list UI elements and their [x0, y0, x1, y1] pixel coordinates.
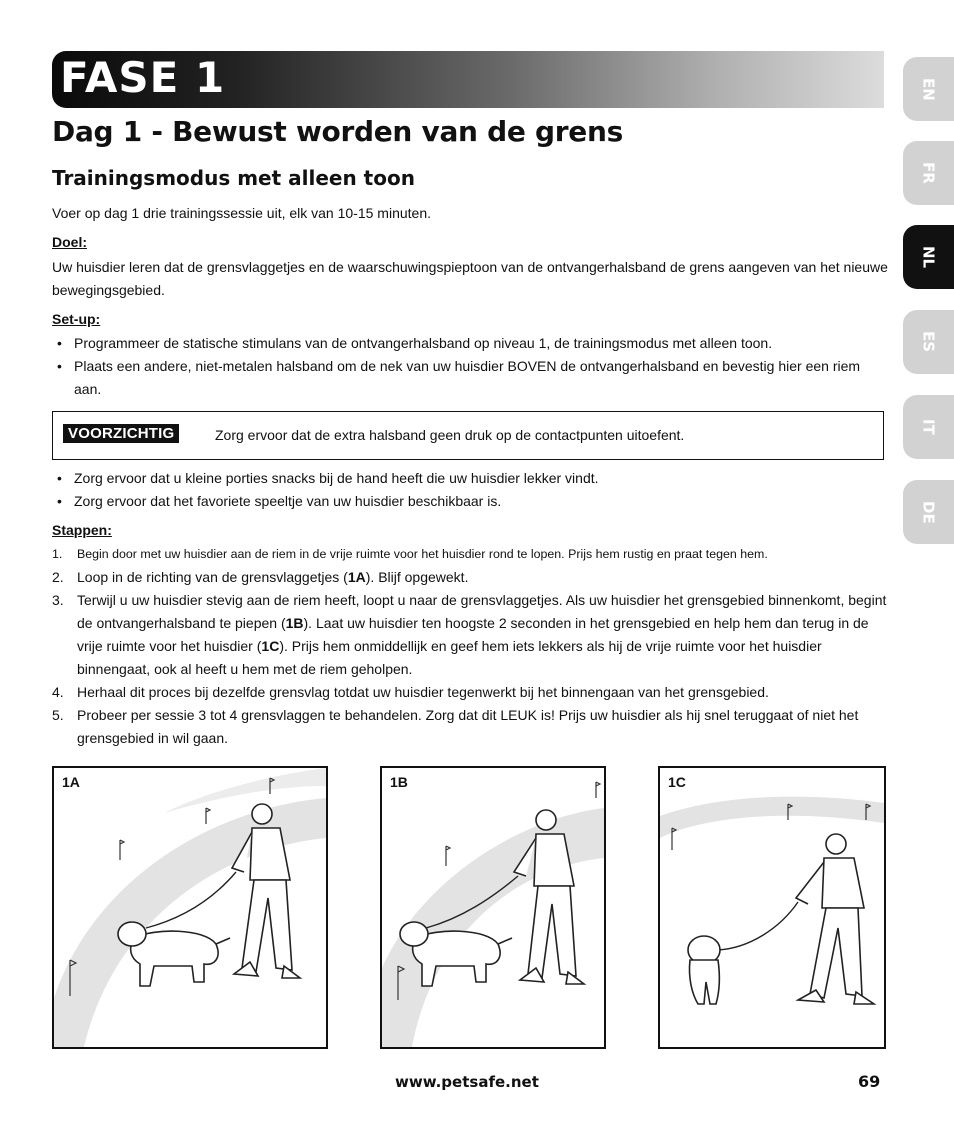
lang-tab-nl[interactable] [903, 225, 954, 289]
lang-tab-fr[interactable] [903, 141, 954, 205]
figure-ref: 1B [285, 615, 304, 631]
figure-1a [52, 766, 328, 1049]
section-subheading: Trainingsmodus met alleen toon [52, 166, 415, 190]
intro-text: Voer op dag 1 drie trainingssessie uit, elk van 10-15 minuten. [52, 205, 432, 221]
step-text: ). Prijs hem onmiddellijk en geef hem iets lekkers als hij de vrije ruimte voor het huisdier binnengaat, ook al heeft u hem met de riem geholpen. [77, 638, 822, 677]
training-illustration [660, 768, 884, 1047]
list-item: • Plaats een andere, niet-metalen halsband om de nek van uw huisdier BOVEN de ontvangerhalsband en bevestig hier een riem aan. [52, 355, 888, 401]
leash-icon [718, 902, 798, 950]
step-item [52, 681, 888, 704]
setup-list [52, 332, 888, 401]
goal-text: Uw huisdier leren dat de grensvlaggetjes en de waarschuwingspieptoon van de ontvangerhalsband de grens aangeven van het nieuwe bewegingsgebied. [52, 259, 888, 298]
page-number: 69 [858, 1072, 881, 1091]
goal-label: Doel: [52, 234, 87, 250]
figure-label: 1A [62, 774, 80, 790]
steps-label: Stappen: [52, 522, 112, 538]
figure-1c [658, 766, 886, 1049]
step-text: Probeer per sessie 3 tot 4 grensvlaggen te behandelen. Zorg dat dit LEUK is! Prijs uw huisdier als hij snel teruggaat of niet het grensgebied in wil gaan. [77, 707, 859, 746]
lang-tab-label: IT [919, 419, 938, 435]
step-text: Begin door met uw huisdier aan de riem in de vrije ruimte voor het huisdier rond te lopen. Prijs hem rustig en praat tegen hem. [77, 547, 768, 561]
person-icon [796, 834, 874, 1004]
step-item [52, 543, 888, 566]
step-number: 1. [52, 547, 63, 561]
step-item [52, 566, 888, 589]
step-item [52, 589, 888, 681]
figure-1b [380, 766, 606, 1049]
step-text: ). Laat uw huisdier ten hoogste 2 seconden in het grensgebied en help hem dan terug in de vrije ruimte voor het huisdier ( [77, 615, 869, 654]
lang-tab-label: DE [919, 500, 938, 524]
caution-badge: VOORZICHTIG [63, 424, 179, 443]
steps-list [52, 543, 888, 750]
list-item: • Programmeer de statische stimulans van de ontvangerhalsband op niveau 1, de trainingsmodus met alleen toon. [52, 332, 888, 355]
step-text: Herhaal dit proces bij dezelfde grensvlag totdat uw huisdier tegenwerkt bij het binnengaan van het grensgebied. [77, 684, 769, 700]
setup-label: Set-up: [52, 311, 101, 327]
lang-tab-label: FR [919, 162, 938, 184]
lang-tab-label: ES [919, 331, 938, 353]
lang-tab-de[interactable] [903, 480, 954, 544]
footer-url[interactable]: www.petsafe.net [395, 1073, 539, 1091]
caution-box [52, 411, 884, 460]
step-item [52, 704, 888, 750]
figure-ref: 1C [261, 638, 280, 654]
lang-tab-label: NL [919, 245, 938, 269]
step-text: Terwijl u uw huisdier stevig aan de riem heeft, loopt u naar de grensvlaggetjes. Als uw huisdier het grensgebied binnenkomt, begint de ontvangerhalsband te piepen ( [77, 592, 887, 631]
list-item: • Zorg ervoor dat het favoriete speeltje van uw huisdier beschikbaar is. [52, 490, 888, 513]
figure-label: 1B [390, 774, 408, 790]
step-number: 4. [52, 684, 64, 700]
list-item: • Zorg ervoor dat u kleine porties snacks bij de hand heeft die uw huisdier lekker vindt. [52, 467, 888, 490]
phase-title: FASE 1 [60, 53, 226, 102]
step-number: 2. [52, 569, 64, 585]
step-text: Loop in de richting van de grensvlaggetjes ( [77, 569, 348, 585]
training-illustration [54, 768, 326, 1047]
training-illustration [382, 768, 604, 1047]
prep-list [52, 467, 888, 513]
lang-tab-es[interactable] [903, 310, 954, 374]
step-number: 3. [52, 592, 64, 608]
lang-tab-label: EN [919, 77, 938, 101]
lang-tab-it[interactable] [903, 395, 954, 459]
figure-ref: 1A [347, 569, 366, 585]
dog-icon [688, 936, 720, 1004]
step-text: ). Blijf opgewekt. [365, 569, 469, 585]
step-number: 5. [52, 707, 64, 723]
page-heading: Dag 1 - Bewust worden van de grens [52, 115, 623, 148]
phase-banner [52, 51, 884, 108]
figure-label: 1C [668, 774, 686, 790]
dog-icon [118, 922, 230, 986]
caution-text: Zorg ervoor dat de extra halsband geen druk op de contactpunten uitoefent. [215, 427, 685, 443]
lang-tab-en[interactable] [903, 57, 954, 121]
